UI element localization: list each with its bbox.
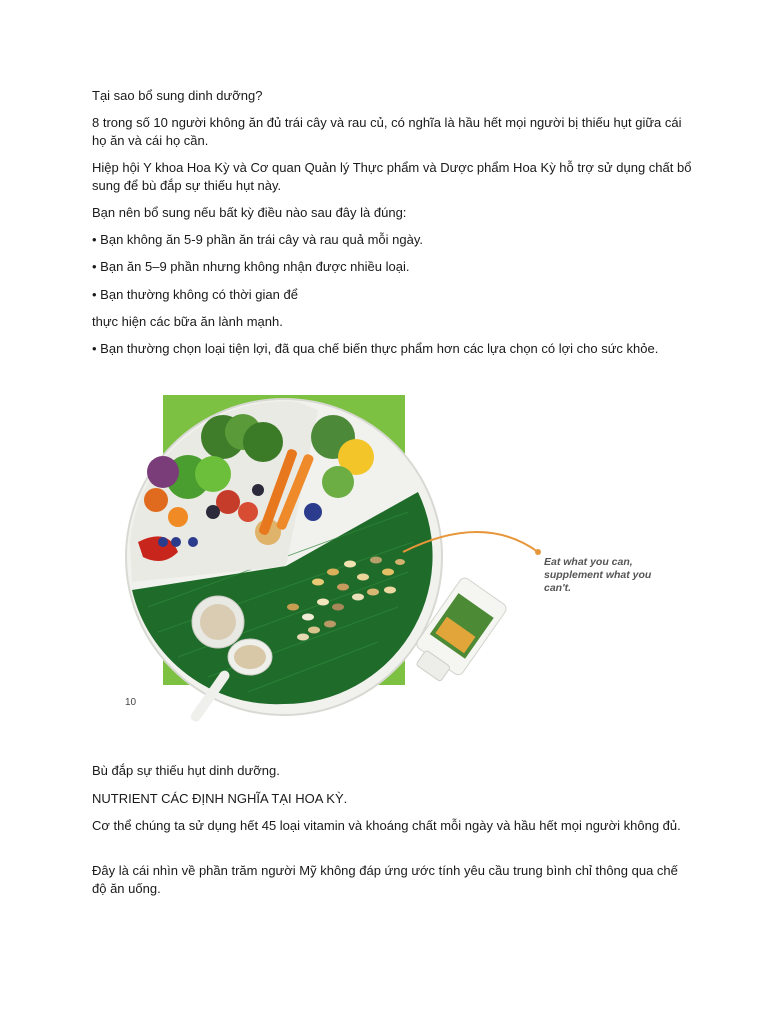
paragraph-text: NUTRIENT CÁC ĐỊNH NGHĨA TẠI HOA KỲ. [92,791,348,806]
paragraph-text: 8 trong số 10 người không ăn đủ trái cây và rau củ, có nghĩa là hầu hết mọi người bị thiếu hụt giữa cái họ ăn và cái họ cần. [92,115,682,148]
bullet-2 [92,258,692,276]
grain-bowl [192,596,244,648]
paragraph-text: Cơ thể chúng ta sử dụng hết 45 loại vitamin và khoáng chất mỗi ngày và hầu hết mọi người không đủ. [92,818,681,833]
bullet-1 [92,231,692,249]
intro-paragraph-3 [92,204,692,222]
bottom-paragraph-2 [92,790,692,808]
bullet-text: thực hiện các bữa ăn lành mạnh. [92,314,283,329]
intro-paragraph-1 [92,114,692,150]
paragraph-text: Đây là cái nhìn về phần trăm người Mỹ không đáp ứng ước tính yêu cầu trung bình chỉ thông qua chế độ ăn uống. [92,863,678,896]
bullet-text: • Bạn thường không có thời gian để [92,287,298,302]
figure-page-number: 10 [125,697,137,708]
intro-heading [92,87,692,105]
bullet-3-continued [92,313,692,331]
heading-text: Tại sao bổ sung dinh dưỡng? [92,88,263,103]
bottom-paragraph-3 [92,817,692,835]
bottom-paragraph-1 [92,762,692,780]
bullet-text: • Bạn ăn 5–9 phần nhưng không nhận được nhiều loại. [92,259,410,274]
paragraph-text: Bạn nên bổ sung nếu bất kỳ điều nào sau đây là đúng: [92,205,407,220]
bullet-text: • Bạn thường chọn loại tiện lợi, đã qua chế biến thực phẩm hơn các lựa chọn có lợi cho sức khỏe. [92,341,659,356]
paragraph-text: Hiệp hội Y khoa Hoa Kỳ và Cơ quan Quản lý Thực phẩm và Dược phẩm Hoa Kỳ hỗ trợ sử dụng chất bổ sung để bù đắp sự thiếu hụt này. [92,160,692,193]
paragraph-text: Bù đắp sự thiếu hụt dinh dưỡng. [92,763,280,778]
bullet-3 [92,286,692,304]
bullet-4 [92,340,692,358]
bullet-text: • Bạn không ăn 5-9 phần ăn trái cây và rau quả mỗi ngày. [92,232,423,247]
intro-paragraph-2 [92,159,692,195]
caption-arrow-dot [535,549,541,555]
bottom-paragraph-4 [92,862,692,898]
figure-caption: Eat what you can, supplement what you can't. [544,556,652,594]
